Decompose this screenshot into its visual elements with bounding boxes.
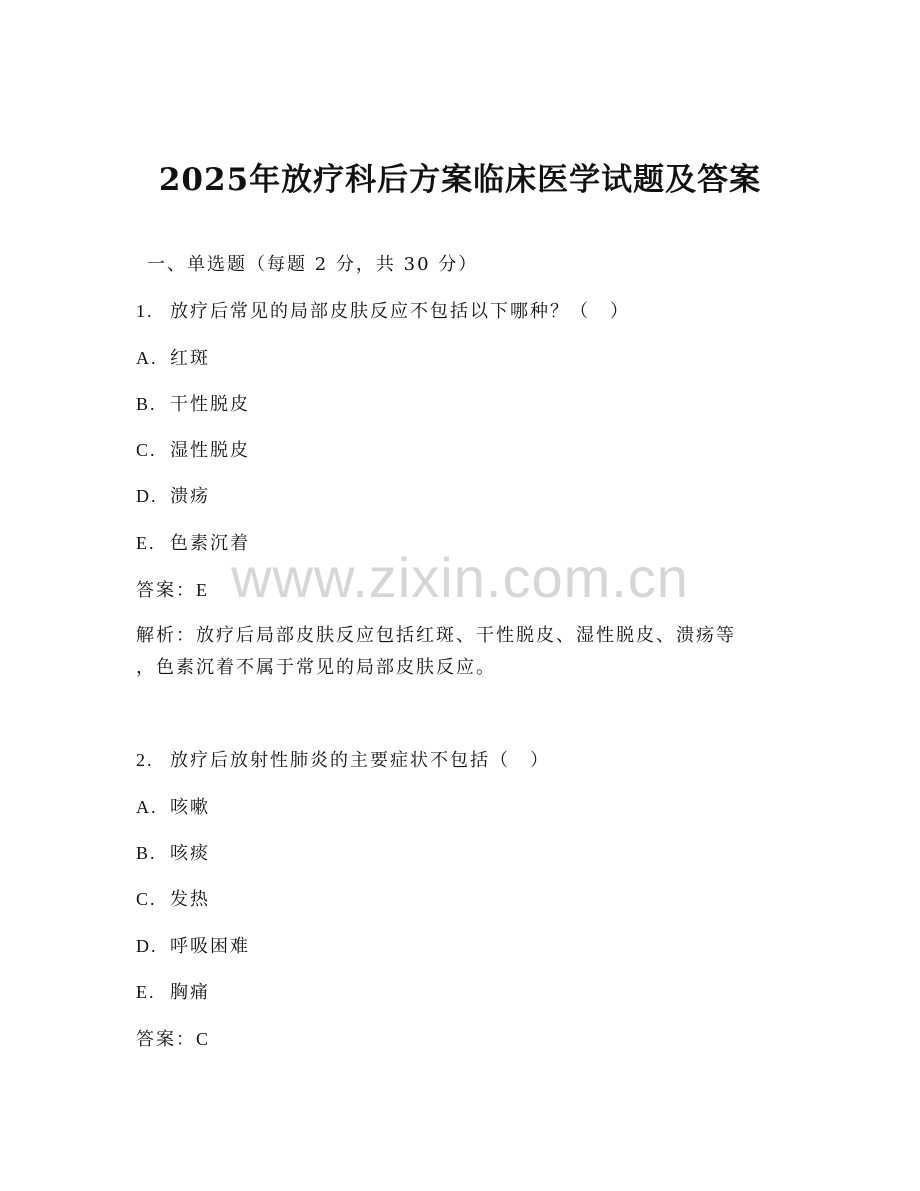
answer-value: E xyxy=(196,580,209,600)
option-text: 色素沉着 xyxy=(170,533,250,554)
option-text: 呼吸困难 xyxy=(170,936,250,957)
option-letter: D. xyxy=(136,936,158,956)
question-1-option-c xyxy=(136,437,250,464)
question-1-option-e xyxy=(136,530,250,557)
question-number: 2. xyxy=(136,750,154,770)
option-letter: B. xyxy=(136,843,157,863)
question-2-stem xyxy=(136,747,550,774)
question-2-option-c xyxy=(136,886,210,913)
question-2-option-d xyxy=(136,933,250,960)
answer-label: 答案： xyxy=(136,580,196,601)
document-title: 2025年放疗科后方案临床医学试题及答案 xyxy=(158,162,762,198)
option-letter: D. xyxy=(136,486,158,506)
option-letter: A. xyxy=(136,797,158,817)
option-text: 干性脱皮 xyxy=(170,394,250,415)
option-text: 红斑 xyxy=(170,348,210,369)
answer-label: 答案： xyxy=(136,1029,196,1050)
question-text: 放疗后常见的局部皮肤反应不包括以下哪种？（ ） xyxy=(170,301,630,322)
option-text: 咳痰 xyxy=(170,843,210,864)
option-text: 溃疡 xyxy=(170,486,210,507)
option-text: 发热 xyxy=(170,889,210,910)
option-letter: B. xyxy=(136,394,157,414)
option-letter: A. xyxy=(136,348,158,368)
question-2-option-b xyxy=(136,840,210,867)
option-letter: E. xyxy=(136,533,156,553)
option-letter: C. xyxy=(136,889,157,909)
question-1-option-d xyxy=(136,483,210,510)
question-1-answer xyxy=(136,577,209,604)
question-1-option-a xyxy=(136,345,210,372)
question-2-option-a xyxy=(136,794,210,821)
option-text: 胸痛 xyxy=(170,982,210,1003)
question-2-option-e xyxy=(136,979,210,1006)
question-1-stem xyxy=(136,298,630,325)
question-text: 放疗后放射性肺炎的主要症状不包括（ ） xyxy=(170,750,550,771)
watermark: www.zixin.com.cn xyxy=(231,546,689,609)
question-number: 1. xyxy=(136,301,154,321)
question-2-answer xyxy=(136,1026,210,1053)
option-text: 咳嗽 xyxy=(170,797,210,818)
option-text: 湿性脱皮 xyxy=(170,440,250,461)
answer-value: C xyxy=(196,1029,211,1049)
question-1-analysis-line-1: 解析：放疗后局部皮肤反应包括红斑、干性脱皮、湿性脱皮、溃疡等 xyxy=(136,625,736,646)
question-1-analysis-line-2: ，色素沉着不属于常见的局部皮肤反应。 xyxy=(136,657,496,678)
section-header: 一、单选题（每题 2 分，共 30 分） xyxy=(147,254,479,275)
question-1-option-b xyxy=(136,391,250,418)
option-letter: E. xyxy=(136,982,156,1002)
option-letter: C. xyxy=(136,440,157,460)
